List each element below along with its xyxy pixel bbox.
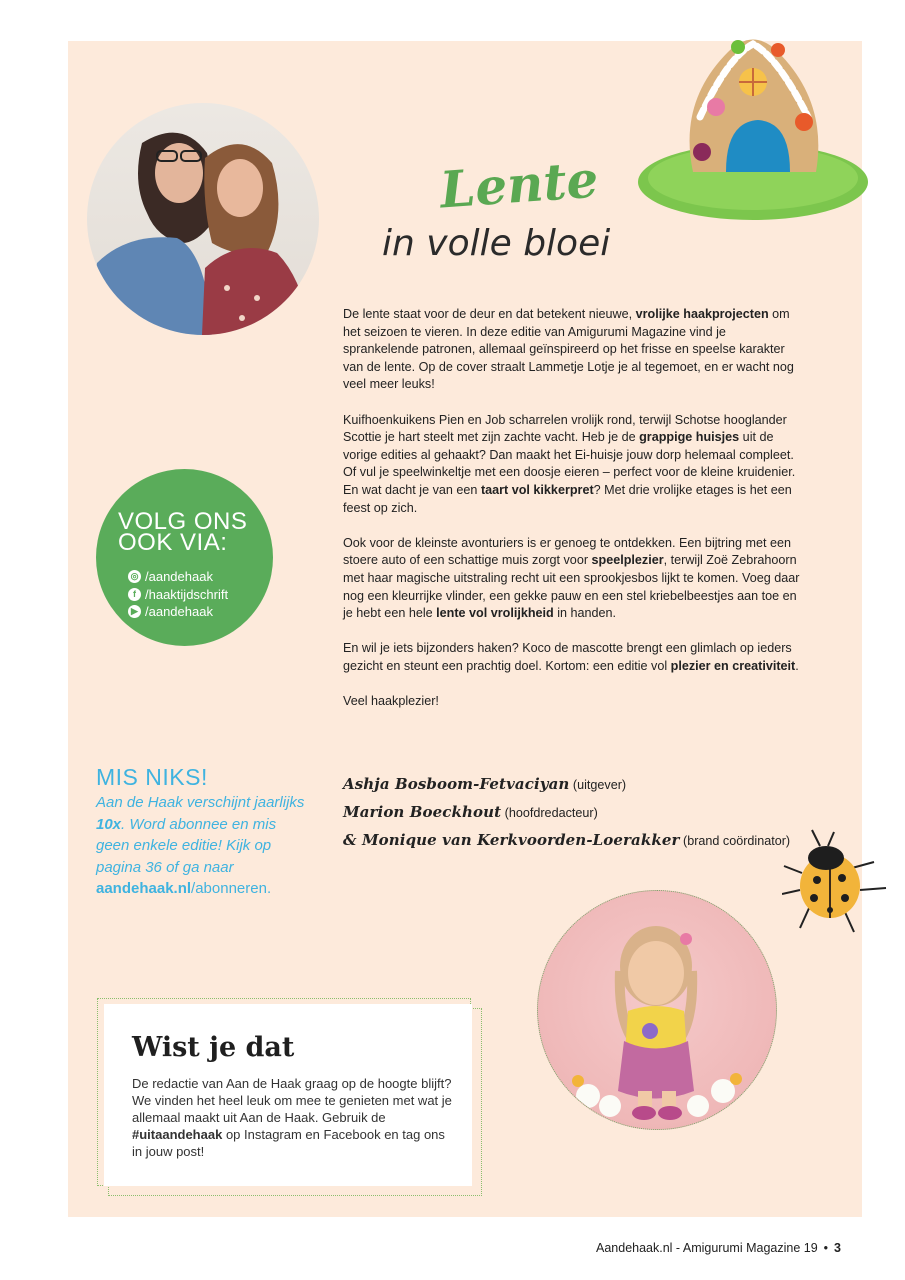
crochet-house-image — [638, 22, 870, 222]
page-title: Lente — [438, 149, 601, 220]
instagram-icon: ◎ — [128, 570, 141, 583]
info-box-text: De redactie van Aan de Haak graag op de hoogte blijft? We vinden het heel leuk om mee te genieten met wat je allemaal maakt uit Aan de Haak. Gebruik de #uitaandehaak op Instagram en Facebook en tag ons in jouw post! — [132, 1076, 452, 1159]
signature-line: & Monique van Kerkvoorden-Loerakker (brand coördinator) — [343, 831, 791, 849]
signature-line: Marion Boeckhout (hoofdredacteur) — [343, 803, 598, 821]
page-number: 3 — [834, 1241, 841, 1255]
social-badge — [96, 469, 273, 646]
doll-photo — [537, 890, 777, 1130]
social-link-instagram[interactable]: ◎ /aandehaak — [128, 568, 228, 586]
promo-title: MIS NIKS! — [96, 764, 208, 790]
social-link-youtube[interactable]: ▶ /aandehaak — [128, 603, 228, 621]
social-title: VOLG ONS OOK VIA: — [118, 508, 248, 556]
promo-text: Aan de Haak verschijnt jaarlijks 10x. Word abonnee en mis geen enkele editie! Kijk op pagina 36 of ga naar aandehaak.nl/abonneren. — [96, 794, 305, 897]
social-list — [128, 568, 228, 621]
paragraph-2: Kuifhoenkuikens Pien en Job scharrelen vrolijk rond, terwijl Schotse hooglander Scottie je hart steelt met zijn zachte vacht. Heb je de grappige huisjes uit de vorige edities al gehaakt? Dan maakt het Ei-huisje jouw dorp helemaal compleet. Of vul je speelwinkeltje met een doosje eieren – perfect voor de kleine kruidenier. En wat dacht je van een taart vol kikkerpret? Met drie vrolijke etages is het een feest op zich. — [343, 412, 796, 515]
paragraph-3: Ook voor de kleinste avonturiers is er genoeg te ontdekken. Een bijtring met een stoere auto of een schattige muis zorgt voor speelplezier, terwijl Zoë Zebrahoorn met haar magische uitstraling recht uit een sprookjesbos lijkt te komen. Voeg daar nog een kleurrijke vlinder, een gekke pauw en een stel kriebelbeestjes aan toe en je hebt een hele lente vol vrolijkheid in handen. — [343, 535, 800, 621]
youtube-icon: ▶ — [128, 605, 141, 618]
signatures — [343, 771, 813, 855]
paragraph-4: En wil je iets bijzonders haken? Koco de mascotte brengt een glimlach op ieders gezicht en steunt een prachtig doel. Kortom: een editie vol plezier en creativiteit. — [343, 641, 799, 673]
info-box-title: Wist je dat — [132, 1032, 295, 1063]
ladybug-image — [782, 828, 890, 943]
signature-line: Ashja Bosboom-Fetvaciyan (uitgever) — [343, 775, 627, 793]
hashtag: #uitaandehaak — [132, 1127, 223, 1142]
page-footer: Aandehaak.nl - Amigurumi Magazine 19 • 3 — [596, 1241, 841, 1255]
page-subtitle: in volle bloei — [382, 223, 611, 264]
paragraph-5: Veel haakplezier! — [343, 694, 439, 709]
social-link-facebook[interactable]: f /haaktijdschrift — [128, 586, 228, 604]
facebook-icon: f — [128, 588, 141, 601]
editors-photo — [87, 103, 319, 335]
paragraph-1: De lente staat voor de deur en dat betekent nieuwe, vrolijke haakprojecten om het seizoen te vieren. In deze editie van Amigurumi Magazine vind je sprankelende patronen, allemaal geïnspireerd op het frisse en speelse karakter van de lente. Op de cover straalt Lammetje Lotje je al tegemoet, en er wacht nog veel meer leuks! — [343, 307, 794, 392]
intro-text — [343, 306, 803, 728]
subscribe-link[interactable]: aandehaak.nl/abonneren — [96, 880, 267, 897]
